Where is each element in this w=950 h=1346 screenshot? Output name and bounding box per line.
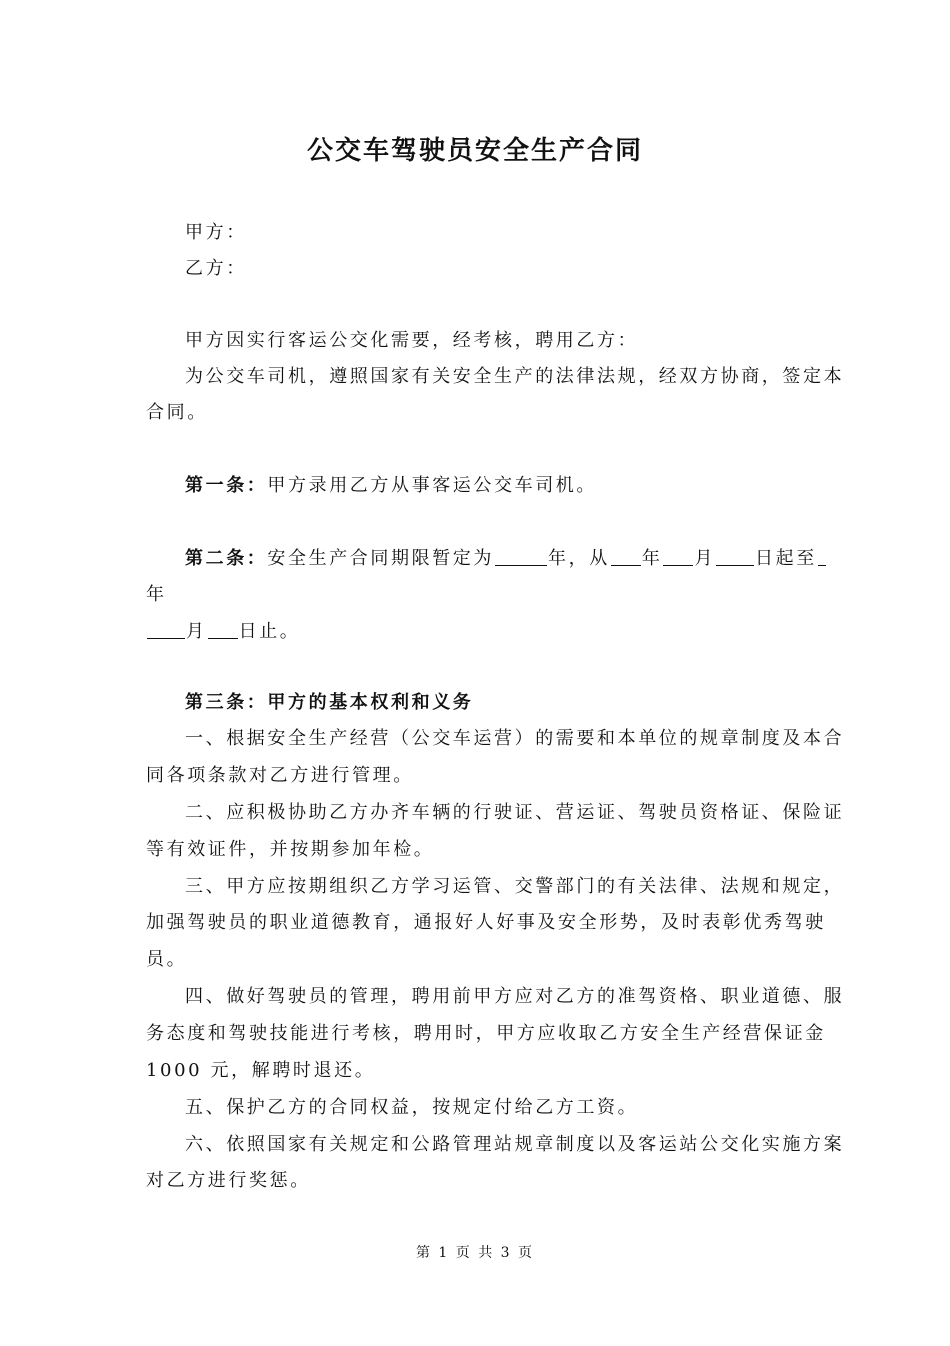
article-3-item-3: 三、甲方应按期组织乙方学习运管、交警部门的有关法律、法规和规定，	[185, 876, 845, 897]
blank-end-year	[818, 564, 826, 566]
page-footer: 第 1 页 共 3 页	[415, 1245, 535, 1261]
blank-end-day	[208, 637, 238, 639]
article-1	[185, 471, 597, 497]
article-3-item-4-cont-2: 1000 元，解聘时退还。	[146, 1060, 376, 1081]
blank-start-year	[611, 564, 641, 566]
blank-end-month	[147, 637, 185, 639]
article-2-label: 第二条：	[185, 548, 268, 569]
article-3-item-6-cont: 对乙方进行奖惩。	[146, 1170, 311, 1191]
blank-start-day	[716, 564, 754, 566]
article-3-item-1: 一、根据安全生产经营（公交车运营）的需要和本单位的规章制度及本合	[185, 728, 845, 749]
article-1-label: 第一条：	[185, 475, 268, 496]
article-3-item-4: 四、做好驾驶员的管理，聘用前甲方应对乙方的准驾资格、职业道德、服	[185, 986, 845, 1007]
article-2-line-2: 年	[146, 584, 167, 605]
blank-years	[495, 564, 547, 566]
article-2-line-3: 月 日止。	[146, 617, 300, 643]
article-3-item-6: 六、依照国家有关规定和公路管理站规章制度以及客运站公交化实施方案	[185, 1134, 845, 1155]
document-title: 公交车驾驶员安全生产合同	[306, 136, 643, 166]
article-3-item-3-cont-1: 加强驾驶员的职业道德教育，通报好人好事及安全形势，及时表彰优秀驾驶	[146, 912, 826, 933]
article-3-item-2-cont: 等有效证件，并按期参加年检。	[146, 839, 435, 860]
intro-line-1: 甲方因实行客运公交化需要，经考核，聘用乙方：	[185, 330, 639, 351]
party-a-line: 甲方：	[185, 222, 247, 243]
article-3-item-4-cont-1: 务态度和驾驶技能进行考核，聘用时，甲方应收取乙方安全生产经营保证金	[146, 1023, 826, 1044]
party-b-line: 乙方：	[185, 258, 247, 279]
article-3-heading: 第三条：甲方的基本权利和义务	[185, 692, 474, 713]
intro-line-2: 为公交车司机，遵照国家有关安全生产的法律法规，经双方协商，签定本	[185, 366, 845, 387]
article-3-item-5: 五、保护乙方的合同权益，按规定付给乙方工资。	[185, 1097, 639, 1118]
intro-line-3: 合同。	[146, 402, 208, 423]
article-3-item-2: 二、应积极协助乙方办齐车辆的行驶证、营运证、驾驶员资格证、保险证	[185, 802, 845, 823]
article-2-line-1: 第二条：安全生产合同期限暂定为 年，从 年 月 日起至	[185, 544, 827, 570]
article-1-text: 甲方录用乙方从事客运公交车司机。	[267, 475, 598, 496]
article-3-item-3-cont-2: 员。	[146, 949, 188, 970]
article-3-item-1-cont: 同各项条款对乙方进行管理。	[146, 765, 414, 786]
blank-start-month	[663, 564, 693, 566]
